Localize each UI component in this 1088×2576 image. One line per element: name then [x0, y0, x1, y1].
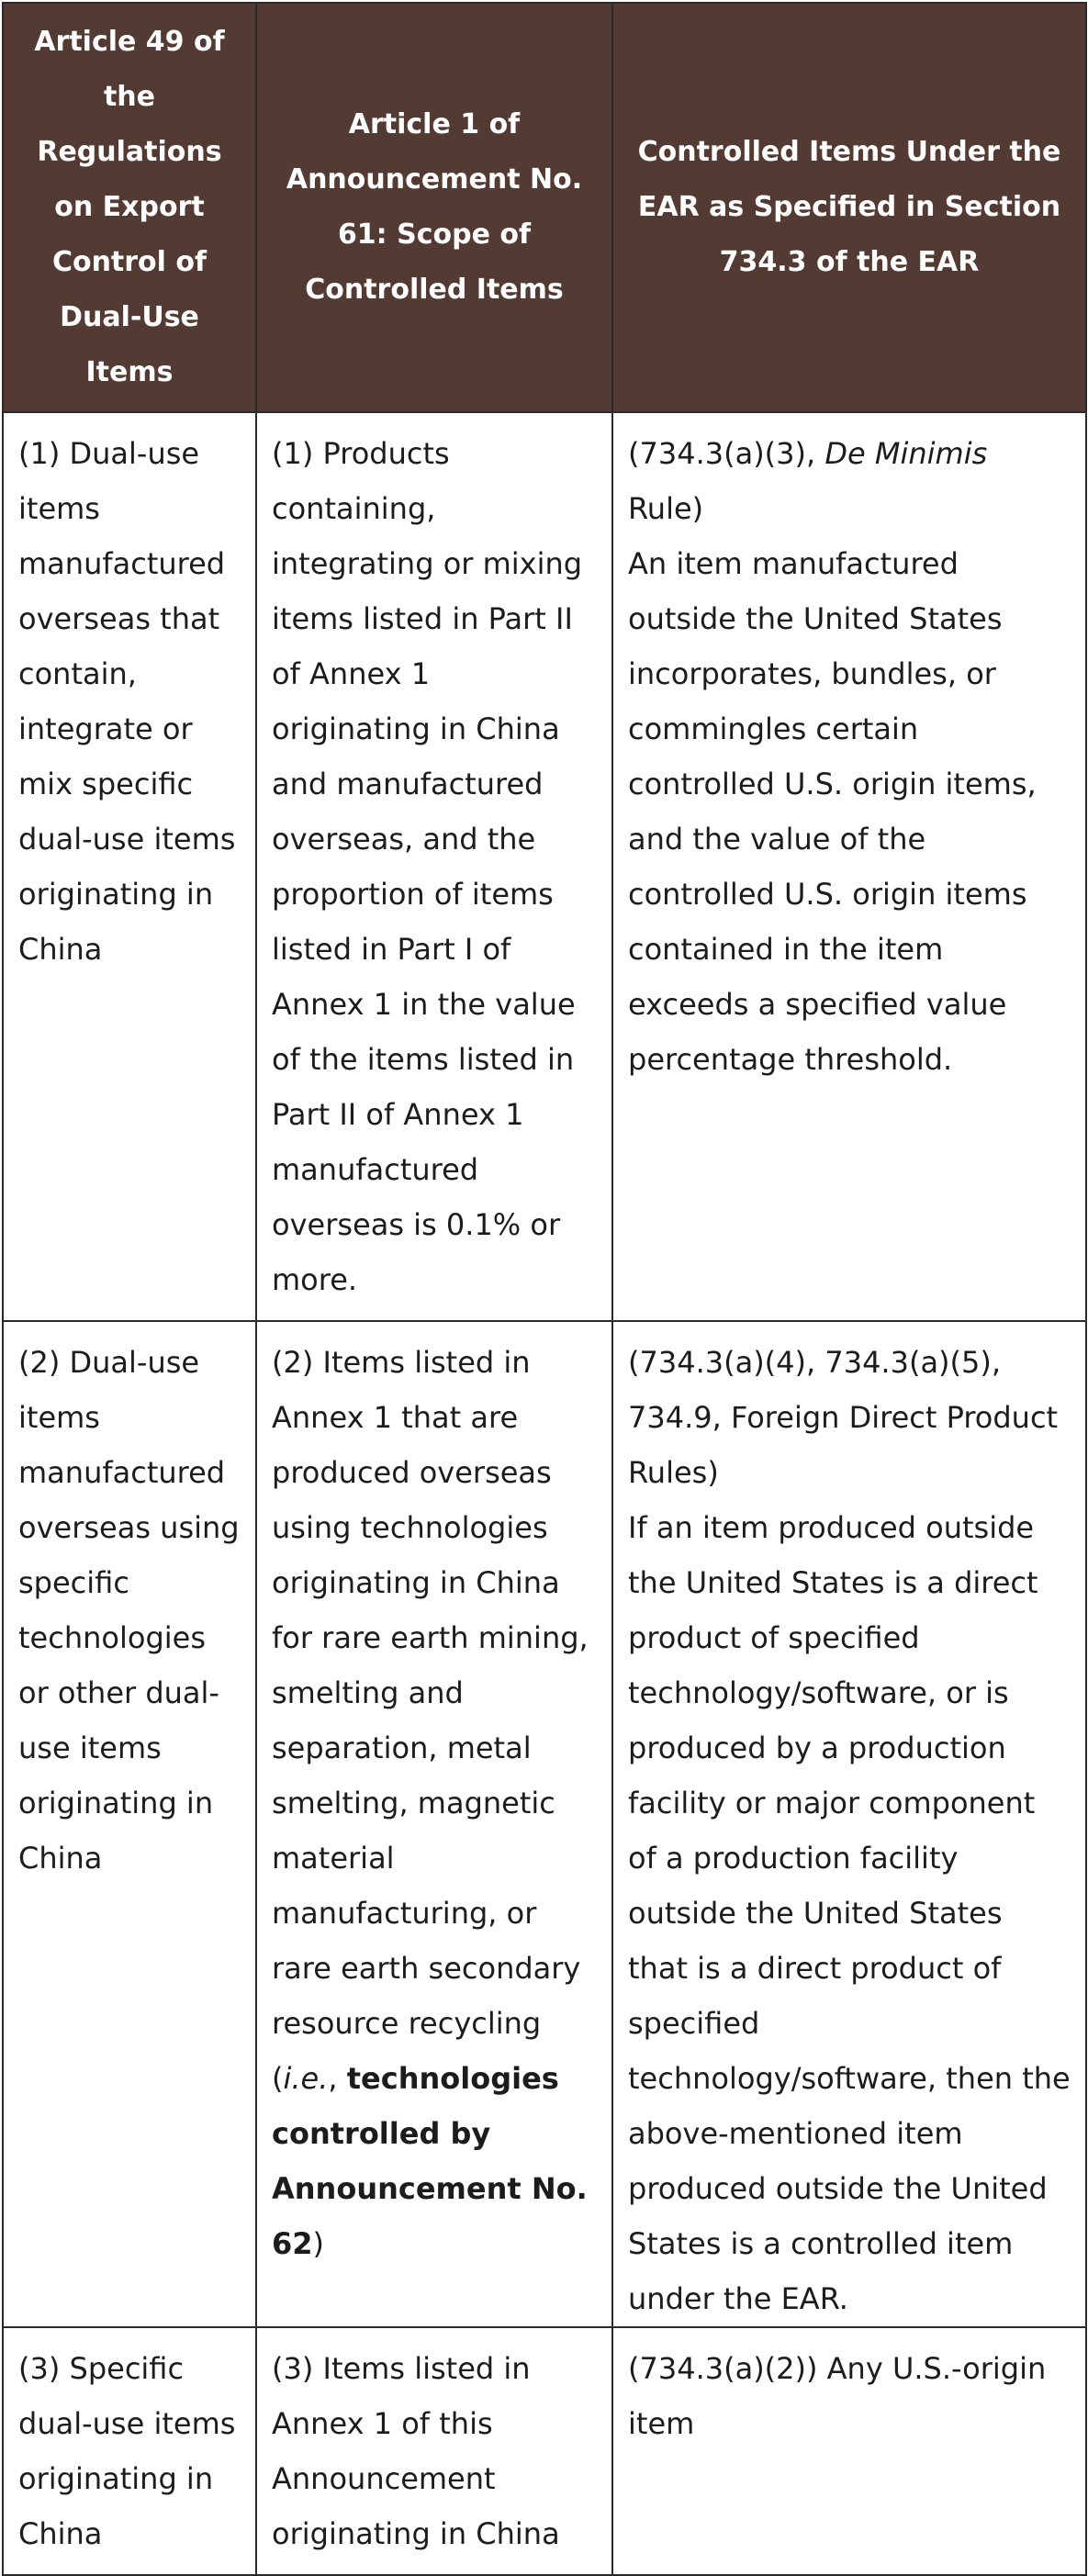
ear-reference-close: Rule) [628, 491, 704, 526]
cell-ear: (734.3(a)(2)) Any U.S.-origin item [612, 2327, 1086, 2575]
announcement-close: ) [312, 2226, 325, 2261]
comparison-table [2, 2, 1087, 2576]
table-row [3, 2327, 1086, 2575]
table-row [3, 1321, 1086, 2327]
cell-announcement-61 [256, 1321, 612, 2327]
ear-description: If an item produced outside the United States is a direct product of specified technology/software, or is produced by a production facility or major component of a production facility outside the United States that is a direct product of specified technology/software, then the above-mentioned item produced outside the United States is a controlled item under the EAR. [628, 1510, 1071, 2316]
cell-article-49: (1) Dual-use items manufactured overseas that contain, integrate or mix specific dual-use items originating in China [3, 412, 256, 1321]
header-row [3, 3, 1086, 412]
announcement-separator: , [328, 2061, 347, 2096]
cell-article-49: (3) Specific dual-use items originating in China [3, 2327, 256, 2575]
announcement-ie: i.e. [283, 2061, 329, 2096]
cell-announcement-61: (1) Products containing, integrating or mixing items listed in Part II of Annex 1 originating in China and manufactured overseas, and the proportion of items listed in Part I of Annex 1 in the value of the items listed in Part II of Annex 1 manufactured overseas is 0.1% or more. [256, 412, 612, 1321]
cell-ear [612, 412, 1086, 1321]
announcement-text: (2) Items listed in Annex 1 that are produced overseas using technologies originating in China for rare earth mining, smelting and separation, metal smelting, magnetic material manufacturing, or rare earth secondary resource recycling ( [272, 1345, 589, 2096]
ear-reference-open: (734.3(a)(3), [628, 436, 825, 471]
announcement-bold-reference: technologies controlled by Announcement No. 62 [272, 2061, 588, 2261]
header-announcement-61: Article 1 of Announcement No. 61: Scope of Controlled Items [256, 3, 612, 412]
ear-reference: (734.3(a)(4), 734.3(a)(5), 734.9, Foreign Direct Product Rules) [628, 1345, 1059, 1490]
table-row [3, 412, 1086, 1321]
header-article-49: Article 49 of the Regulations on Export Control of Dual-Use Items [3, 3, 256, 412]
header-ear-section-734-3: Controlled Items Under the EAR as Specified in Section 734.3 of the EAR [612, 3, 1086, 412]
cell-ear [612, 1321, 1086, 2327]
ear-reference-emphasis: De Minimis [824, 436, 988, 471]
cell-article-49: (2) Dual-use items manufactured overseas using specific technologies or other dual-use items originating in China [3, 1321, 256, 2327]
ear-description: An item manufactured outside the United States incorporates, bundles, or commingles certain controlled U.S. origin items, and the value of the controlled U.S. origin items contained in the item exceeds a specified value percentage threshold. [628, 546, 1037, 1077]
cell-announcement-61: (3) Items listed in Annex 1 of this Announcement originating in China [256, 2327, 612, 2575]
